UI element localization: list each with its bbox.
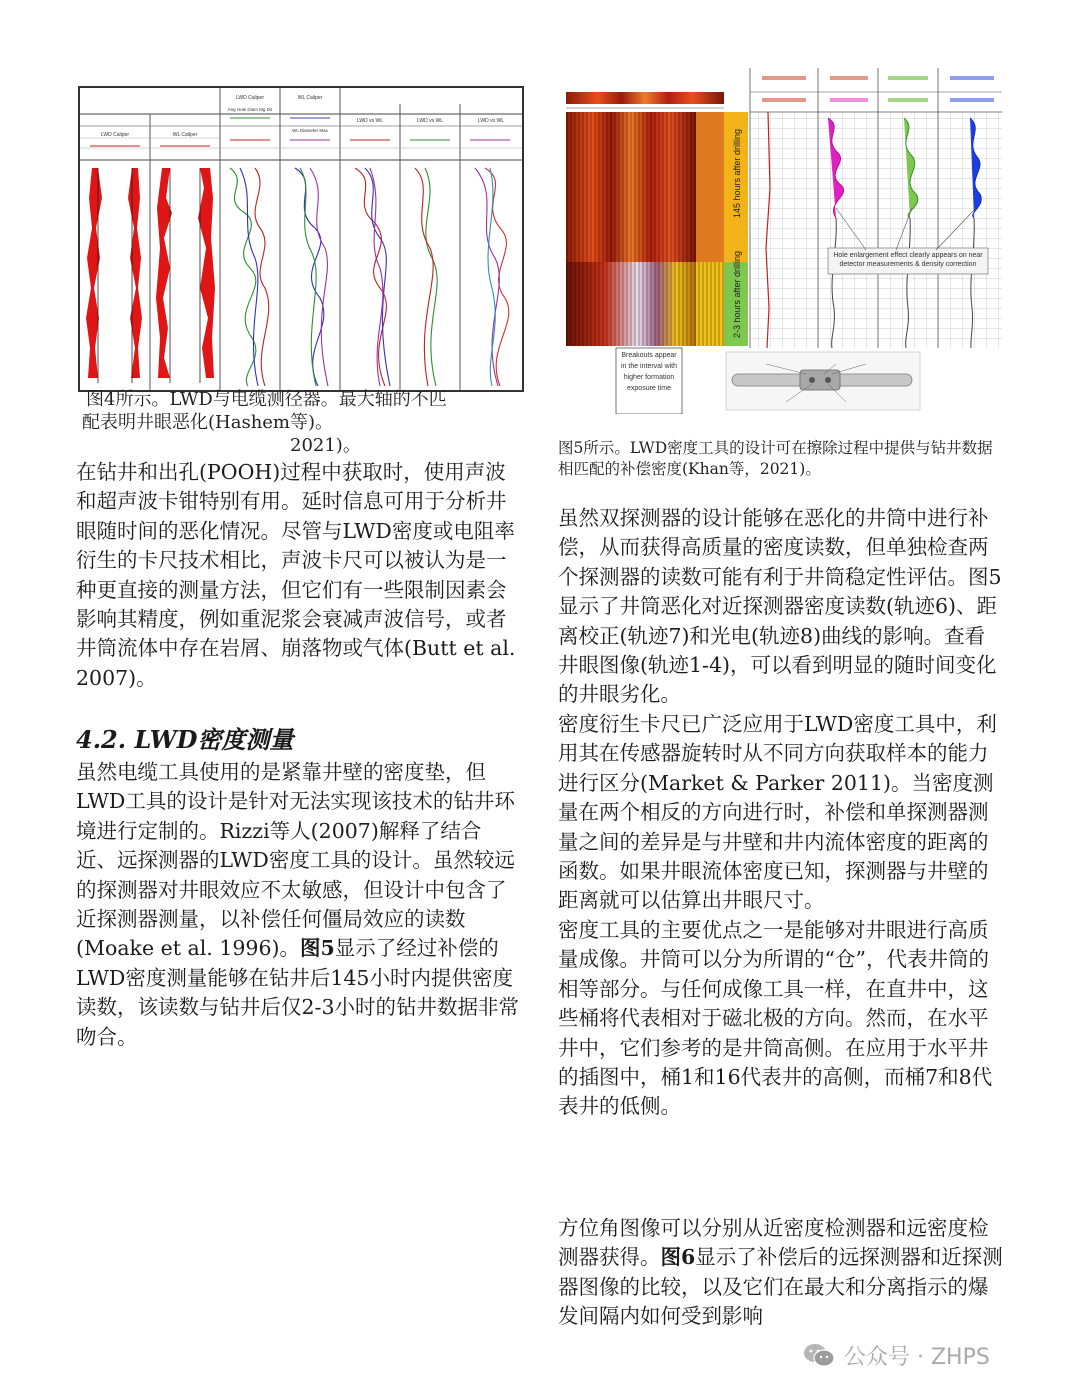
label-2-3-hours: 2-3 hours after drilling: [732, 250, 742, 338]
paragraph-azimuthal-image: [558, 1214, 1004, 1332]
figure-4-caption-line-2: 配表明井眼恶化(Hashem等)。: [82, 412, 334, 433]
track-7-title: LWD vs WL: [477, 118, 505, 124]
watermark: [802, 1338, 990, 1372]
track-4-title: WL Diameter Max: [292, 128, 328, 133]
track-3-title: Ang Hole Diam Mg Dir: [227, 107, 273, 112]
section-heading-lwd-density: 4.2. LWD密度测量: [76, 725, 294, 754]
paragraph-density-caliper: 密度衍生卡尺已广泛应用于LWD密度工具中，利用其在传感器旋转时从不同方向获取样本的能力进行区分(Market & Parker 2011)。当密度测量在两个相反的方向进行时，补偿和单探测器测量之间的差异是与井壁和井内流体密度的距离的函数。如果井眼流体密度已知，探测器与井壁的距离就可以估算出井眼尺寸。: [558, 712, 997, 913]
track-6-title: LWD vs WL: [416, 118, 444, 124]
callout-breakouts: Breakouts appear in the interval with higher formation exposure time: [620, 352, 678, 392]
wechat-icon: [802, 1341, 836, 1369]
watermark-text: 公众号 · ZHPS: [844, 1344, 990, 1370]
paragraph-text: 虽然电缆工具使用的是紧靠井壁的密度垫，但LWD工具的设计是针对无法实现该技术的钻井环境进行定制的。Rizzi等人(2007)解释了结合近、远探测器的LWD密度工具的设计。虽然较远的探测器对井眼效应不太敏感，但设计中包含了近探测器测量，以补偿任何僵局效应的读数(Moake et al. 1996)。: [76, 760, 515, 961]
figure-5-reference: 图5: [300, 936, 335, 961]
paragraph-text: 方位角图像可以分别从近密度检测器和远密度检测器获得。: [558, 1216, 989, 1270]
paragraph-text: 显示了补偿后的远探测器和近探测器图像的比较，以及它们在最大和分离指示的爆发间隔内如何受到影响: [558, 1245, 1003, 1329]
figure-4-caption-line-3: 2021)。: [290, 435, 361, 456]
track-2-title: WL Caliper: [172, 132, 198, 138]
figure-5-image: [566, 68, 1002, 414]
paragraph-text: 显示了经过补偿的LWD密度测量能够在钻井后145小时内提供密度读数，该读数与钻井后仅2-3小时的钻井数据非常吻合。: [76, 936, 520, 1049]
paragraph-acoustic-caliper: 在钻井和出孔(POOH)过程中获取时，使用声波和超声波卡钳特别有用。延时信息可用于分析井眼随时间的恶化情况。尽管与LWD密度或电阻率衍生的卡尺技术相比，声波卡尺可以被认为是一种更直接的测量方法，但它们有一些限制因素会影响其精度，例如重泥浆会衰减声波信号，或者井筒流体中存在岩屑、崩落物或气体(Butt et al. 2007)。: [76, 460, 516, 690]
figure-4-image: [78, 86, 524, 392]
header-group-wl-caliper: WL Caliper: [297, 95, 323, 101]
paragraph-imaging-bins: 密度工具的主要优点之一是能够对井眼进行高质量成像。井筒可以分为所谓的“仓”，代表井筒的相等部分。与任何成像工具一样，在直井中，这些桶将代表相对于磁北极的方向。然而，在水平井中，它们参考的是井筒高侧。在应用于水平井的插图中，桶1和16代表井的高侧，而桶7和8代表井的低侧。: [558, 918, 993, 1119]
paragraph-dual-detector: 虽然双探测器的设计能够在恶化的井筒中进行补偿，从而获得高质量的密度读数，但单独检查两个探测器的读数可能有利于井筒稳定性评估。图5显示了井筒恶化对近探测器密度读数(轨迹6)、距离校正(轨迹7)和光电(轨迹8)曲线的影响。查看井眼图像(轨迹1-4)，可以看到明显的随时间变化的井眼劣化。: [558, 506, 1002, 707]
figure-6-reference: 图6: [660, 1245, 696, 1270]
track-1-title: LWD Caliper: [101, 132, 129, 138]
figure-5-caption: 图5所示。LWD密度工具的设计可在擦除过程中提供与钻井数据相匹配的补偿密度(Khan等，2021)。: [558, 439, 993, 478]
figure-4-chart: [80, 88, 522, 390]
label-145-hours: 145 hours after drilling: [732, 128, 742, 218]
paragraph-lwd-density-design: [76, 758, 522, 1052]
annotation-hole-enlargement: Hole enlargement effect clearly appears on near detector measurements & density correction: [833, 252, 983, 268]
figure-5-chart: [566, 68, 1002, 414]
figure-4-caption-line-1: 图4所示。LWD与电缆测径器。最大轴的不匹: [86, 389, 447, 410]
header-group-lwd-caliper: LWD Caliper: [236, 95, 264, 101]
track-5-title: LWD vs WL: [356, 118, 384, 124]
